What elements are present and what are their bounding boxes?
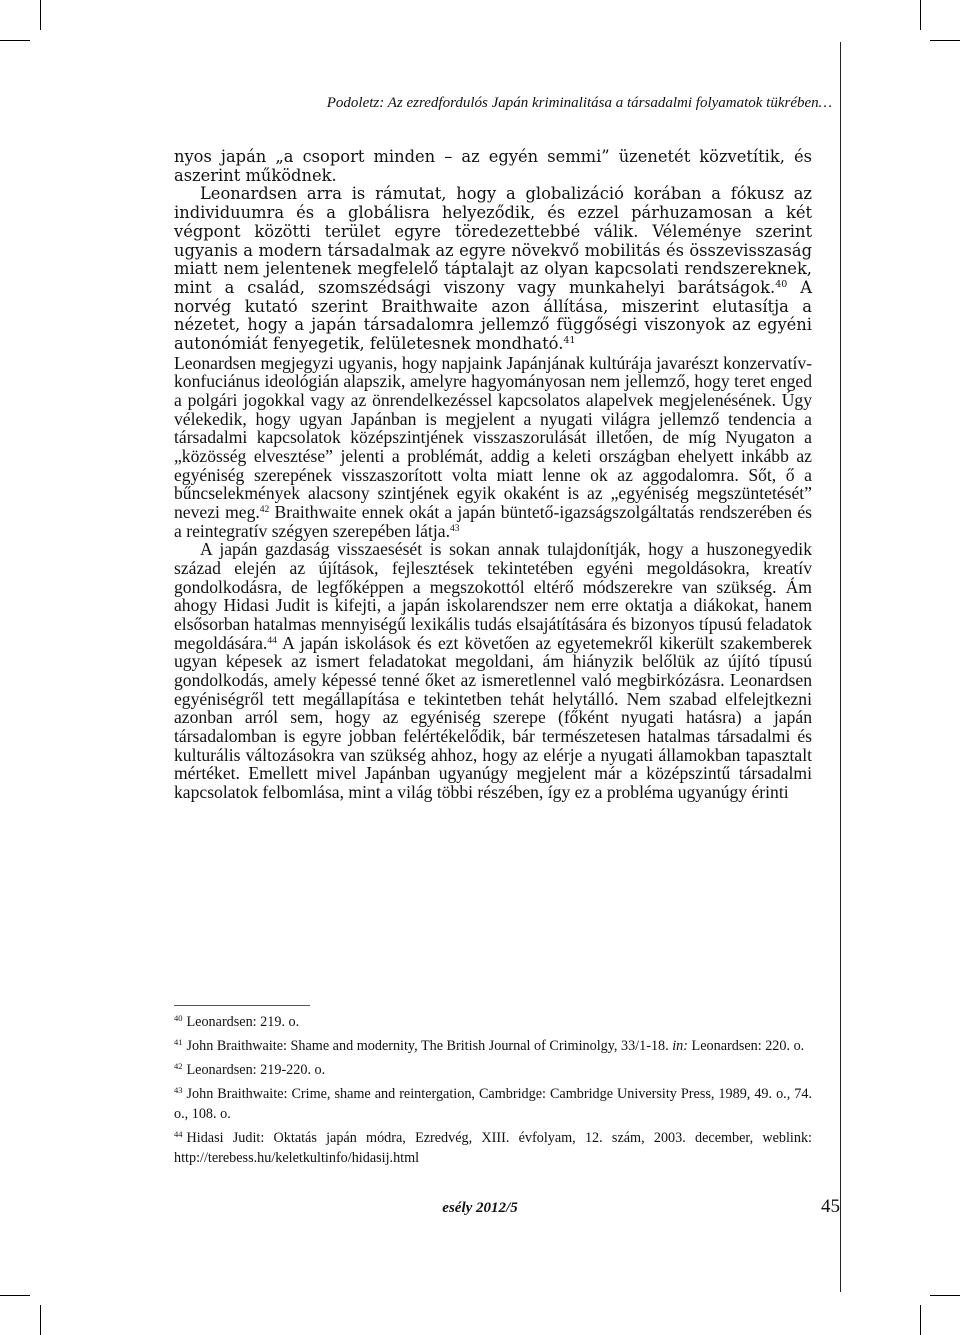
- crop-mark: [930, 40, 960, 41]
- footnote: [174, 1128, 812, 1168]
- footnote-text: Leonardsen: 219-220. o.: [186, 1062, 326, 1078]
- footnote-separator: [174, 1005, 310, 1006]
- footnote-ref[interactable]: 43: [449, 523, 460, 534]
- margin-rule: [840, 42, 841, 1292]
- footnote-text: in:: [672, 1038, 688, 1054]
- paragraph-text: nyos japán „a csoport minden – az egyén semmi” üzenetét közvetítik, és aszerint működnek.: [174, 147, 812, 185]
- paragraph: [174, 148, 812, 185]
- footnote-number: 42: [174, 1061, 183, 1071]
- crop-mark: [40, 0, 41, 30]
- footnote-number: 40: [174, 1013, 183, 1023]
- footnote-ref[interactable]: 44: [267, 635, 277, 646]
- footnote-ref[interactable]: 42: [259, 504, 270, 515]
- journal-issue: esély 2012/5: [442, 1200, 518, 1216]
- paragraph: [174, 354, 812, 541]
- crop-mark: [920, 0, 921, 30]
- footnote-text: John Braithwaite: Crime, shame and reintergation, Cambridge: Cambridge University Press, 1989, 49. o., 74. o., 108. o.: [174, 1086, 812, 1122]
- footnote: [174, 1012, 812, 1032]
- footnote: [174, 1036, 812, 1056]
- footnote: [174, 1060, 812, 1080]
- footnote-text: Hidasi Judit: Oktatás japán módra, Ezredvég, XIII. évfolyam, 12. szám, 2003. december, weblink: http://terebess.hu/keletkultinfo/hidasij.html: [174, 1130, 812, 1166]
- paragraph-text: Leonardsen megjegyzi ugyanis, hogy napjaink Japánjának kultúrája javarészt konzervatív-konfuciánus ideológián alapszik, amelyre hagyományosan nem jellemző, hogy teret enged a polgári jogokkal vagy az önrendelkezéssel kapcsolatos alapelvek megjelenésének. Úgy vélekedik, hogy ugyan Japánban is megjelent a nyugati világra jellemző tendencia a társadalmi kapcsolatok középszintjének visszaszorulását illetően, de míg Nyugaton a „közösség elvesztése” jelenti a problémát, addig a keleti országban ehelyett inkább az egyéniség szerepének visszaszorított volta miatt lenne ok az aggodalomra. Sőt, ő a bűncselekmények alacsony szintjének egyik okaként is az „egyéniség megszüntetését” nevezi meg.: [174, 352, 812, 522]
- crop-mark: [0, 1295, 30, 1296]
- crop-mark: [0, 40, 30, 41]
- paragraph: [174, 540, 812, 801]
- paragraph-text: Leonardsen arra is rámutat, hogy a globalizáció korában a fókusz az individuumra és a globálisra helyeződik, és ezzel párhuzamosan a két végpont közötti terület egyre töredezettebbé válik. Véleménye szerint ugyanis a modern társadalmak az egyre növekvő mobilitás és összevisszaság miatt nem jelentenek megfelelő táptalajt az olyan kapcsolati rendszereknek, mint a család, szomszédsági viszony vagy munkahelyi barátságok.: [174, 184, 812, 297]
- footnote: [174, 1084, 812, 1124]
- crop-mark: [930, 1295, 960, 1296]
- paragraph-text: A japán gazdaság visszaesését is sokan annak tulajdonítják, hogy a huszonegyedik század elején az újítások, fejlesztések tekintetében egyéni megoldásokra, kreatív gondolkodásra, de legfőképpen a megszokottól eltérő módszerekre van szükség. Ám ahogy Hidasi Judit is kifejti, a japán iskolarendszer nem erre oktatja a diákokat, hanem elsősorban hatalmas mennyiségű lexikális tudás elsajátítására és bizonyos típusú feladatok megoldására.: [174, 539, 812, 653]
- page-number: 45: [821, 1196, 840, 1217]
- paragraph-text: A japán iskolások és ezt követően az egyetemekről kikerült szakemberek ugyan képesek az ismert feladatokat megoldani, ám hiányzik belőlük az újító típusú gondolkodás, amely képessé tenné őket az ismeretlennel való megbirkózásra. Leonardsen egyéniségről tett megállapítása e tekintetben tehát helytálló. Nem szabad elfelejtkezni azonban arról sem, hogy az egyéniség szerepe (főként nyugati hatásra) a japán társadalomban is egyre jobban felértékelődik, bár természetesen hatalmas társadalmi és kulturális változásokra van szükség ahhoz, hogy az elérje a nyugati államokban tapasztalt mértéket. Emellett mivel Japánban ugyanúgy megjelent már a középszintű társadalmi kapcsolatok felbomlása, mint a világ többi részében, így ez a probléma ugyanúgy érinti: [174, 632, 812, 802]
- running-head: Podoletz: Az ezredfordulós Japán kriminalitása a társadalmi folyamatok tükrében…: [326, 95, 832, 111]
- footnote-number: 43: [174, 1085, 183, 1095]
- footnote-number: 41: [174, 1037, 183, 1047]
- paragraph-text: A norvég kutató szerint Braithwaite azon állítása, miszerint elutasítja a nézetet, hogy a japán társadalomra jellemző függőségi viszonyok az egyéni autonómiát fenyegetik, felületesnek mondható.: [174, 277, 812, 354]
- footnote-ref[interactable]: 40: [775, 278, 788, 290]
- paragraph: [174, 185, 812, 353]
- footnotes: [174, 1012, 812, 1172]
- footnote-ref[interactable]: 41: [563, 335, 576, 347]
- article-body: [174, 148, 812, 801]
- footnote-text: Leonardsen: 219. o.: [186, 1014, 300, 1030]
- crop-mark: [40, 1305, 41, 1335]
- footnote-text: Leonardsen: 220. o.: [688, 1038, 805, 1054]
- footnote-number: 44: [174, 1129, 183, 1139]
- footnote-text: John Braithwaite: Shame and modernity, The British Journal of Criminolgy, 33/1-18.: [186, 1038, 673, 1054]
- paragraph-text: Braithwaite ennek okát a japán büntető-igazságszolgáltatás rendszerében és a reintegratív szégyen szerepében látja.: [174, 501, 813, 541]
- crop-mark: [920, 1305, 921, 1335]
